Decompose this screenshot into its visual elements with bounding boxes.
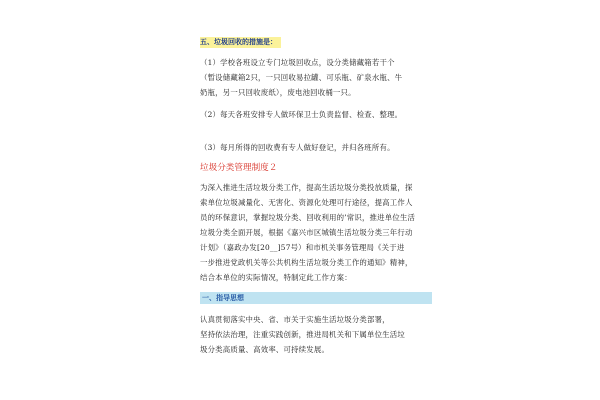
section-heading-guiding-text: 一、指导思想 <box>202 294 244 302</box>
paragraph-line: 奶瓶，另一只回收废纸），废电池回收桶一只。 <box>200 88 356 97</box>
section-heading-measures-text: 五、垃圾回收的措施是： <box>200 38 277 46</box>
paragraph-line: （3）每月所得的回收费有专人做好登记，并归各班所有。 <box>200 143 395 152</box>
paragraph-line: 认真贯彻落实中央、省、市关于实施生活垃圾分类部署， <box>200 315 390 324</box>
paragraph-line: 一步推进党政机关等公共机构生活垃圾分类工作的通知》精神， <box>200 258 413 267</box>
paragraph-line: 坚持依法治理，注重实践创新，推进局机关和下属单位生活垃 <box>200 330 405 339</box>
paragraph-line: 为深入推进生活垃圾分类工作，提高生活垃圾分类投放质量，探 <box>200 183 413 192</box>
paragraph-line: （2）每天各班安排专人做环保卫士负责监督、检查、整理。 <box>200 110 403 119</box>
paragraph-line: 圾分类高质量、高效率、可持续发展。 <box>200 345 330 354</box>
paragraph-line: 员的环保意识，掌握垃圾分类、回收利用的’常识，推进单位生活 <box>200 213 416 222</box>
paragraph-line: （1）学校各班设立专门垃圾回收点，设分类储藏箱若干个 <box>200 58 395 67</box>
paragraph-line: 结合本单位的实际情况，特制定此工作方案： <box>200 273 352 282</box>
paragraph-line: （暂设储藏箱2只，一只回收易拉罐、可乐瓶、矿泉水瓶、牛 <box>200 73 403 82</box>
document-title: 垃圾分类管理制度２ <box>200 163 278 173</box>
paragraph-line: 计划》（嘉政办发[20__]57号）和市机关事务管理局《关于进 <box>200 243 405 252</box>
section-heading-guiding <box>200 292 432 304</box>
section-heading-measures <box>200 37 281 48</box>
paragraph-line: 垃圾分类全面开展，根据《嘉兴市区城镇生活垃圾分类三年行动 <box>200 228 413 237</box>
paragraph-line: 索单位垃圾减量化、无害化、资源化处理可行途径，提高工作人 <box>200 198 413 207</box>
